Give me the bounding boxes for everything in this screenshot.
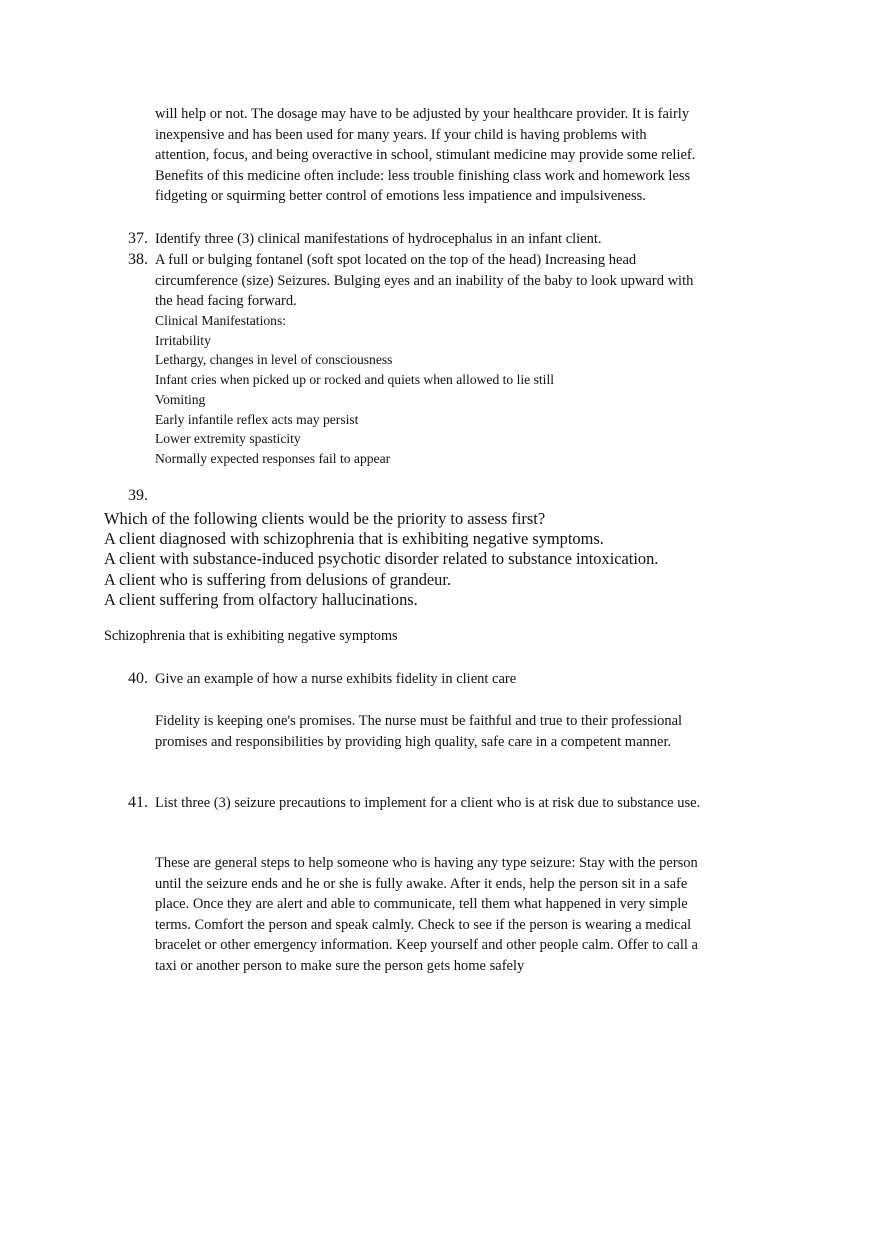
question-39-option: A client diagnosed with schizophrenia that is exhibiting negative symptoms. bbox=[104, 529, 604, 549]
item-text: Identify three (3) clinical manifestations of hydrocephalus in an infant client. bbox=[155, 231, 602, 247]
question-39-stem: Which of the following clients would be the priority to assess first? bbox=[104, 509, 546, 528]
manifestation-item: Lower extremity spasticity bbox=[155, 431, 301, 447]
manifestation-item: Lethargy, changes in level of consciousness bbox=[155, 352, 393, 368]
answer-39: Schizophrenia that is exhibiting negative symptoms bbox=[104, 628, 398, 644]
list-item-41 bbox=[128, 793, 703, 814]
manifestation-item: Normally expected responses fail to appear bbox=[155, 450, 391, 466]
manifestation-item: Early infantile reflex acts may persist bbox=[155, 411, 359, 427]
item-number: 38. bbox=[128, 251, 148, 268]
clinical-manifestations-list bbox=[155, 311, 700, 469]
question-39-option: A client who is suffering from delusions of grandeur. bbox=[104, 569, 452, 589]
question-39-option: A client with substance-induced psychotic disorder related to substance intoxication. bbox=[104, 549, 659, 569]
answer-41: These are general steps to help someone who is having any type seizure: Stay with the person until the seizure ends and he or she is fully awake. After it ends, help the person sit in a safe place. Once they are alert and able to communicate, tell them what happened in very simple terms. Comfort the person and speak calmly. Check to see if the person is wearing a medical bracelet or other emergency information. Keep yourself and other people calm. Offer to call a taxi or another person to make sure the person gets home safely bbox=[155, 855, 698, 974]
continuation-paragraph: will help or not. The dosage may have to be adjusted by your healthcare provider. It is fairly inexpensive and has been used for many years. If your child is having problems with attention, focus, and being overactive in school, stimulant medicine may provide some relief. Benefits of this medicine often include: less trouble finishing class work and homework less fidgeting or squirming better control of emotions less impatience and impulsiveness. bbox=[155, 106, 696, 205]
item-number: 41. bbox=[128, 794, 148, 811]
item-text: A full or bulging fontanel (soft spot located on the top of the head) Increasing head circumference (size) Seizures. Bulging eyes and an inability of the baby to look upward with the head facing forward. bbox=[155, 252, 694, 310]
list-item-37 bbox=[128, 229, 703, 250]
item-number: 37. bbox=[128, 230, 148, 247]
list-item-38 bbox=[128, 250, 703, 312]
question-39-option: A client suffering from olfactory hallucinations. bbox=[104, 589, 418, 609]
manifestations-heading: Clinical Manifestations: bbox=[155, 313, 287, 328]
answer-40: Fidelity is keeping one's promises. The nurse must be faithful and true to their professional promises and responsibilities by providing high quality, safe care in a competent manner. bbox=[155, 713, 683, 750]
item-39-number: 39. bbox=[128, 487, 148, 504]
manifestation-item: Vomiting bbox=[155, 391, 206, 407]
item-number: 40. bbox=[128, 670, 148, 687]
question-39 bbox=[104, 509, 724, 610]
item-text: Give an example of how a nurse exhibits fidelity in client care bbox=[155, 671, 517, 687]
list-item-40 bbox=[128, 669, 703, 690]
manifestation-item: Infant cries when picked up or rocked and quiets when allowed to lie still bbox=[155, 372, 555, 388]
item-text: List three (3) seizure precautions to implement for a client who is at risk due to substance use. bbox=[155, 795, 701, 811]
manifestation-item: Irritability bbox=[155, 332, 211, 348]
